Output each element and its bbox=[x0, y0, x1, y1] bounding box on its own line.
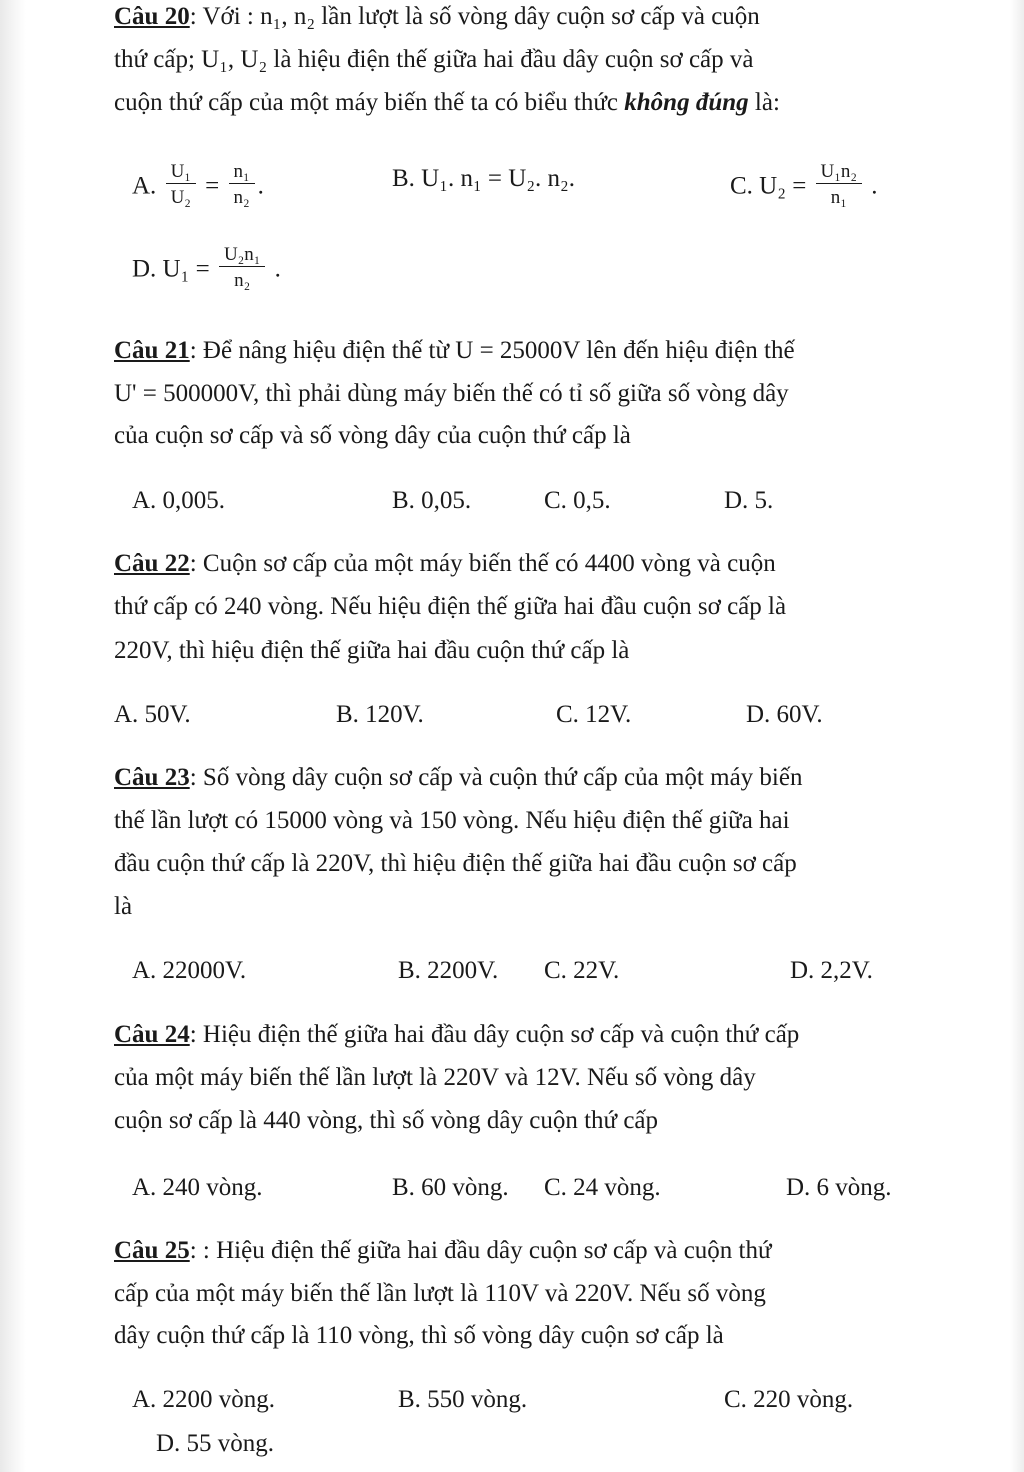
question-24-line-1: Câu 24: Hiệu điện thế giữa hai đầu dây cuộn sơ cấp và cuộn thứ cấp bbox=[114, 1021, 800, 1048]
q22-option-b[interactable]: B. 120V. bbox=[336, 701, 424, 728]
question-24-heading: Câu 24 bbox=[114, 1021, 190, 1048]
q23-option-d[interactable]: D. 2,2V. bbox=[790, 957, 873, 984]
q23-option-c[interactable]: C. 22V. bbox=[544, 957, 620, 984]
emphasis-khong-dung: không đúng bbox=[624, 89, 749, 116]
question-25-heading: Câu 25 bbox=[114, 1237, 190, 1264]
question-24-line-3: cuộn sơ cấp là 440 vòng, thì số vòng dây cuộn thứ cấp bbox=[114, 1107, 659, 1134]
question-24-line-2: của một máy biến thế lần lượt là 220V và 12V. Nếu số vòng dây bbox=[114, 1064, 756, 1091]
q24-option-d[interactable]: D. 6 vòng. bbox=[786, 1174, 892, 1201]
q22-option-a[interactable]: A. 50V. bbox=[114, 701, 191, 728]
question-20-line-1: Câu 20: Với : n₁, n₂ lần lượt là số vòng dây cuộn sơ cấp và cuộn bbox=[114, 3, 760, 30]
q25-option-b[interactable]: B. 550 vòng. bbox=[398, 1386, 528, 1413]
q23-option-b[interactable]: B. 2200V. bbox=[398, 957, 499, 984]
question-22-line-2: thứ cấp có 240 vòng. Nếu hiệu điện thế giữa hai đầu cuộn sơ cấp là bbox=[114, 593, 787, 620]
question-23-line-4: là bbox=[114, 893, 133, 920]
page-shadow-right bbox=[1010, 0, 1024, 1472]
q20-option-b[interactable]: B. U₁. n₁ = U₂. n₂. bbox=[392, 165, 575, 192]
q21-option-b[interactable]: B. 0,05. bbox=[392, 487, 472, 514]
question-25-line-2: cấp của một máy biến thế lần lượt là 110V và 220V. Nếu số vòng bbox=[114, 1280, 766, 1307]
fraction-u1n2-over-n1: $\frac{\text{U₁n₂}}{\text{n₁}}$ bbox=[816, 161, 862, 209]
q25-option-a[interactable]: A. 2200 vòng. bbox=[132, 1386, 276, 1413]
q21-option-a[interactable]: A. 0,005. bbox=[132, 487, 226, 514]
question-21-line-1: Câu 21: Để nâng hiệu điện thế từ U = 25000V lên đến hiệu điện thế bbox=[114, 337, 795, 364]
q24-option-c[interactable]: C. 24 vòng. bbox=[544, 1174, 661, 1201]
question-20-line-2: thứ cấp; U₁, U₂ là hiệu điện thế giữa hai đầu dây cuộn sơ cấp và bbox=[114, 46, 754, 73]
question-22-heading: Câu 22 bbox=[114, 550, 190, 577]
q21-option-c[interactable]: C. 0,5. bbox=[544, 487, 611, 514]
question-25-line-3: dây cuộn thứ cấp là 110 vòng, thì số vòng dây cuộn sơ cấp là bbox=[114, 1322, 724, 1349]
question-23-heading: Câu 23 bbox=[114, 764, 190, 791]
q20-option-d[interactable]: D. U₁ = $\frac{\text{U₂n₁}}{\text{n₂}}$ . bbox=[132, 244, 281, 291]
question-23-line-1: Câu 23: Số vòng dây cuộn sơ cấp và cuộn thứ cấp của một máy biến bbox=[114, 764, 803, 791]
fraction-n1-over-n2: $\frac{\text{n₁}}{\text{n₂}}$ bbox=[229, 161, 255, 209]
fraction-u2n1-over-n2: $\frac{\text{U₂n₁}}{\text{n₂}}$ bbox=[219, 244, 265, 292]
q22-option-c[interactable]: C. 12V. bbox=[556, 701, 632, 728]
question-21-heading: Câu 21 bbox=[114, 337, 190, 364]
q22-option-d[interactable]: D. 60V. bbox=[746, 701, 823, 728]
question-23-line-3: đầu cuộn thứ cấp là 220V, thì hiệu điện thế giữa hai đầu cuộn sơ cấp bbox=[114, 850, 797, 877]
question-25-line-1: Câu 25: : Hiệu điện thế giữa hai đầu dây cuộn sơ cấp và cuộn thứ bbox=[114, 1237, 772, 1264]
q20-option-a[interactable]: A. $\frac{\text{U₁}}{\text{U₂}}$ = $\frac{\text{n₁}}{\text{n₂}}$ . bbox=[132, 161, 264, 208]
question-20-line-3: cuộn thứ cấp của một máy biến thế ta có biểu thức không đúng là: bbox=[114, 89, 780, 116]
q20-option-c[interactable]: C. U₂ = $\frac{\text{U₁n₂}}{\text{n₁}}$ . bbox=[730, 161, 878, 208]
q25-option-d[interactable]: D. 55 vòng. bbox=[156, 1430, 275, 1457]
question-20-heading: Câu 20 bbox=[114, 3, 190, 30]
fraction-u1-over-u2: $\frac{\text{U₁}}{\text{U₂}}$ bbox=[166, 161, 196, 209]
q21-option-d[interactable]: D. 5. bbox=[724, 487, 774, 514]
q25-option-c[interactable]: C. 220 vòng. bbox=[724, 1386, 854, 1413]
question-23-line-2: thế lần lượt có 15000 vòng và 150 vòng. Nếu hiệu điện thế giữa hai bbox=[114, 807, 790, 834]
question-21-line-3: của cuộn sơ cấp và số vòng dây của cuộn thứ cấp là bbox=[114, 422, 631, 449]
q23-option-a[interactable]: A. 22000V. bbox=[132, 957, 247, 984]
q24-option-a[interactable]: A. 240 vòng. bbox=[132, 1174, 263, 1201]
page-shadow-left bbox=[0, 0, 26, 1472]
q24-option-b[interactable]: B. 60 vòng. bbox=[392, 1174, 509, 1201]
question-22-line-3: 220V, thì hiệu điện thế giữa hai đầu cuộn thứ cấp là bbox=[114, 637, 630, 664]
question-21-line-2: U' = 500000V, thì phải dùng máy biến thế có tỉ số giữa số vòng dây bbox=[114, 380, 789, 407]
question-22-line-1: Câu 22: Cuộn sơ cấp của một máy biến thế có 4400 vòng và cuộn bbox=[114, 550, 776, 577]
